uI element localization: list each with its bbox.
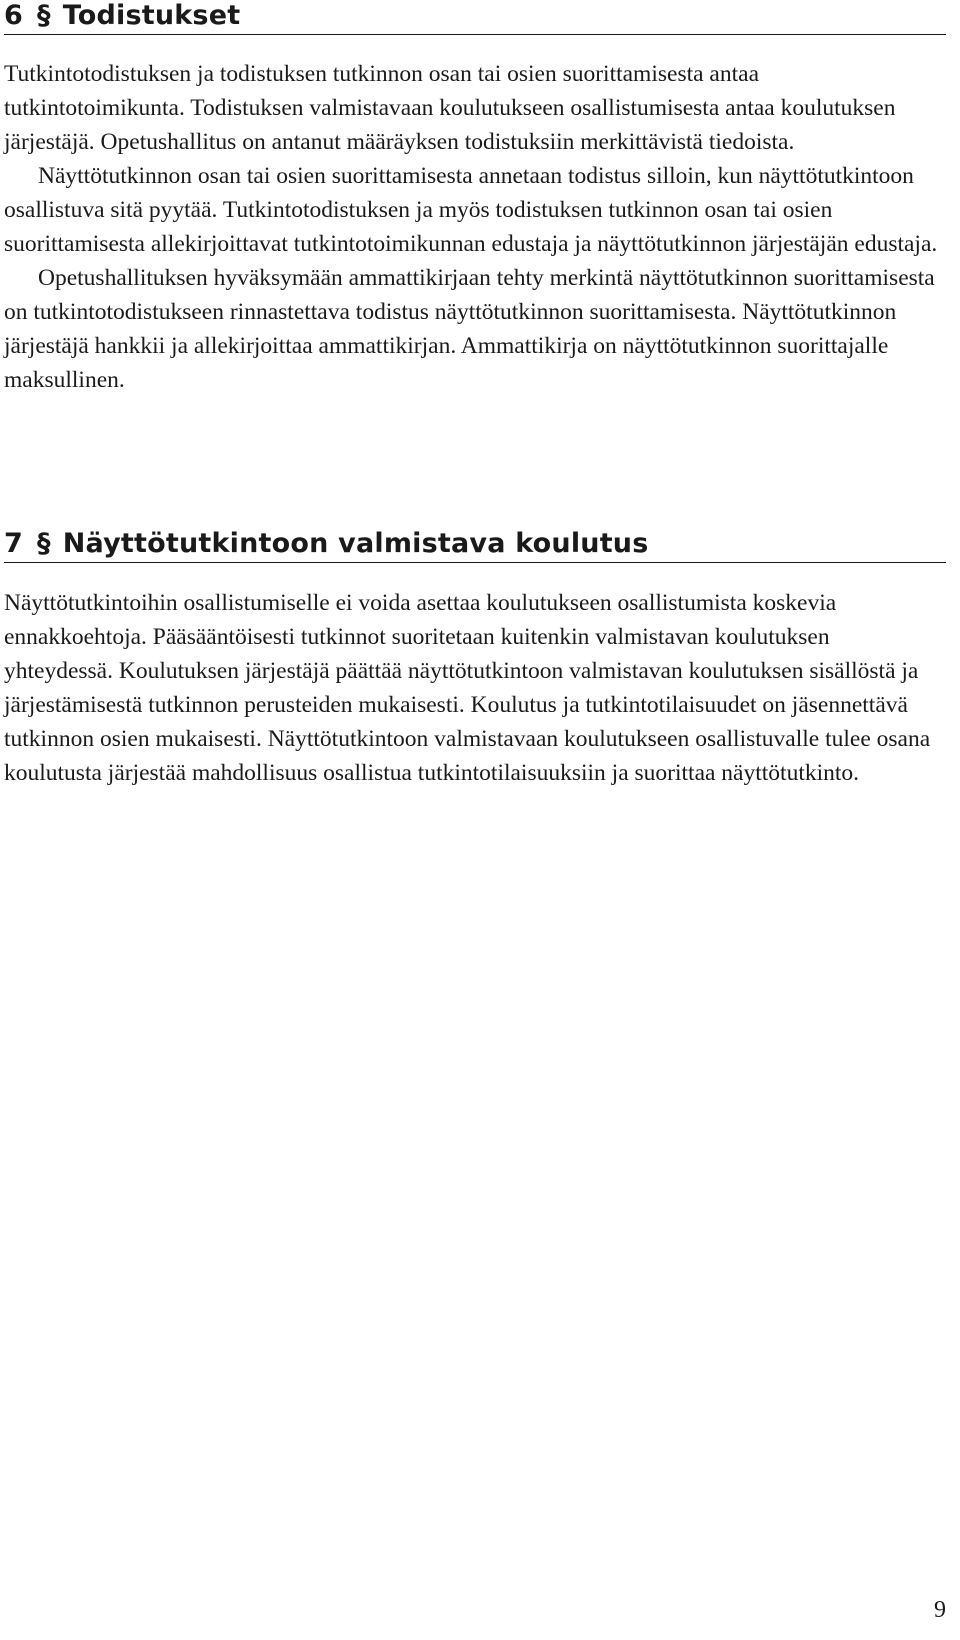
section-6-paragraph-2: Näyttötutkinnon osan tai osien suorittamisesta annetaan todistus silloin, kun näyttötutkintoon osallistuva sitä pyytää. Tutkintotodistuksen ja myös todistuksen tutkinnon osan tai osien suorittamisesta allekirjoittavat tutkintotoimikunnan edustaja ja näyttötutkinnon järjestäjän edustaja. [4, 163, 938, 257]
section-6-paragraph-3: Opetushallituksen hyväksymään ammattikirjaan tehty merkintä näyttötutkinnon suorittamisesta on tutkintotodistukseen rinnastettava todistus näyttötutkinnon suorittamisesta. Näyttötutkinnon järjestäjä hankkii ja allekirjoittaa ammattikirjan. Ammattikirja on näyttötutkinnon suorittajalle maksullinen. [4, 265, 935, 393]
section-7-heading [4, 528, 946, 563]
section-6-paragraph-sign: § [37, 0, 51, 31]
section-6-body [4, 57, 944, 397]
section-6-paragraph-1: Tutkintotodistuksen ja todistuksen tutkinnon osan tai osien suorittamisesta antaa tutkintotoimikunta. Todistuksen valmistavaan koulutukseen osallistumisesta antaa koulutuksen järjestäjä. Opetushallitus on antanut määräyksen todistuksiin merkittävistä tiedoista. [4, 61, 896, 155]
section-6-title: Todistukset [62, 0, 241, 31]
section-7-number: 7 [4, 528, 23, 559]
page-number: 9 [934, 1597, 946, 1623]
document-page [4, 0, 946, 1640]
section-6-number: 6 [4, 0, 23, 31]
section-7-title: Näyttötutkintoon valmistava koulutus [62, 528, 649, 559]
section-7-paragraph-sign: § [37, 528, 51, 559]
section-6-heading [4, 0, 946, 35]
section-7-paragraph-1: Näyttötutkintoihin osallistumiselle ei voida asettaa koulutukseen osallistumista koskevia ennakkoehtoja. Pääsääntöisesti tutkinnot suoritetaan kuitenkin valmistavan koulutuksen yhteydessä. Koulutuksen järjestäjä päättää näyttötutkintoon valmistavan koulutuksen sisällöstä ja järjestämisestä tutkinnon perusteiden mukaisesti. Koulutus ja tutkintotilaisuudet on jäsennettävä tutkinnon osien mukaisesti. Näyttötutkintoon valmistavaan koulutukseen osallistuvalle tulee osana koulutusta järjestää mahdollisuus osallistua tutkintotilaisuuksiin ja suorittaa näyttötutkinto. [4, 590, 931, 786]
section-7-body [4, 586, 944, 790]
